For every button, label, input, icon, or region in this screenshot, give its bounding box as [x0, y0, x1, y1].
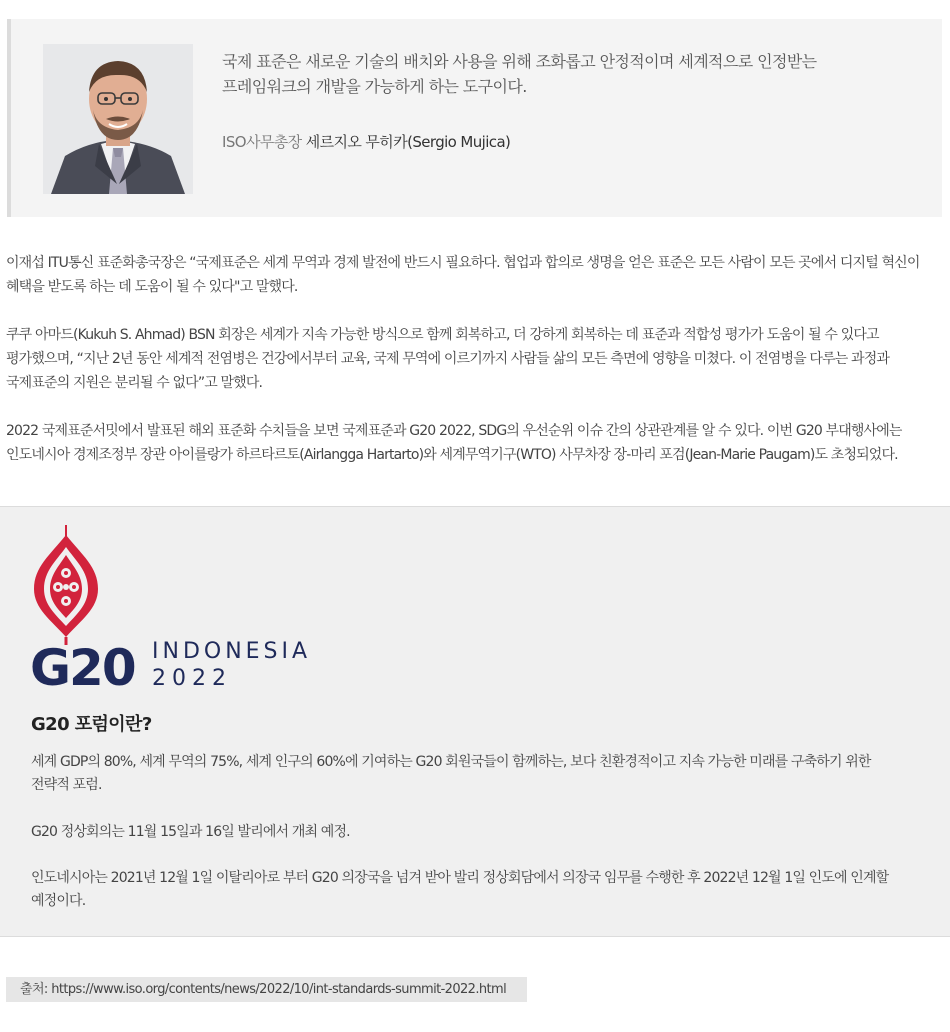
paragraph-line: 2022 국제표준서밋에서 발표된 해외 표준화 수치들을 보면 국제표준과 G20 2022, SDG의 우선순위 이슈 간의 상관관계를 알 수 있다. 이번 G20 부대행사에는	[6, 423, 902, 439]
paragraph-line: G20 정상회의는 11월 15일과 16일 발리에서 개최 예정.	[31, 824, 350, 840]
quote-text	[222, 49, 912, 99]
author-portrait-image	[43, 44, 193, 194]
quote-line: 국제 표준은 새로운 기술의 배치와 사용을 위해 조화롭고 안정적이며 세계적으로 인정받는	[222, 52, 817, 71]
g20-logo-image	[30, 525, 330, 691]
quote-line: 프레임워크의 개발을 가능하게 하는 도구이다.	[222, 77, 527, 96]
g20-ornament-icon	[34, 525, 98, 645]
g20-logo-main: G20	[30, 639, 135, 691]
paragraph-line: 인도네시아는 2021년 12월 1일 이탈리아로 부터 G20 의장국을 넘겨 받아 발리 정상회담에서 의장국 임무를 수행한 후 2022년 12월 1일 인도에 인계할	[31, 870, 889, 886]
g20-indonesia-logo	[30, 525, 330, 691]
source-label: 출처:	[20, 982, 48, 997]
paragraph	[6, 251, 946, 299]
g20-paragraph	[31, 751, 911, 797]
g20-paragraph	[31, 867, 911, 913]
source-link[interactable]: https://www.iso.org/contents/news/2022/10/int-standards-summit-2022.html	[51, 982, 507, 997]
g20-info-box	[0, 506, 950, 937]
paragraph-line: 국제표준의 지원은 분리될 수 없다”고 말했다.	[6, 375, 263, 391]
source-note	[6, 977, 527, 1002]
paragraph-line: 예정이다.	[31, 893, 86, 909]
g20-logo-year: 2022	[152, 666, 232, 691]
author-role: ISO사무총장	[222, 133, 302, 151]
g20-title: G20 포럼이란?	[31, 714, 152, 735]
paragraph-line: 이재섭 ITU통신 표준화총국장은 “국제표준은 세계 무역과 경제 발전에 반드시 필요하다. 협업과 합의로 생명을 얻은 표준은 모든 사람이 모든 곳에서 디지털 혁신이	[6, 255, 920, 271]
paragraph-line: 인도네시아 경제조정부 장관 아이를랑가 하르타르토(Airlangga Hartarto)와 세계무역기구(WTO) 사무차장 장-마리 포검(Jean-Marie Paugam)도 초청되었다.	[6, 447, 898, 463]
paragraph	[6, 323, 946, 395]
quote-author	[222, 131, 510, 152]
paragraph	[6, 419, 946, 467]
author-name: 세르지오 무히카(Sergio Mujica)	[305, 133, 511, 151]
paragraph-line: 세계 GDP의 80%, 세계 무역의 75%, 세계 인구의 60%에 기여하는 G20 회원국들이 함께하는, 보다 친환경적이고 지속 가능한 미래를 구축하기 위한	[31, 754, 871, 770]
author-portrait	[43, 44, 193, 194]
paragraph-line: 혜택을 받도록 하는 데 도움이 될 수 있다"고 말했다.	[6, 279, 298, 295]
paragraph-line: 전략적 포럼.	[31, 777, 102, 793]
g20-paragraph	[31, 821, 911, 844]
paragraph-line: 평가했으며, “지난 2년 동안 세계적 전염병은 건강에서부터 교육, 국제 무역에 이르기까지 사람들 삶의 모든 측면에 영향을 미쳤다. 이 전염병을 다루는 과정과	[6, 351, 890, 367]
paragraph-line: 쿠쿠 아마드(Kukuh S. Ahmad) BSN 회장은 세계가 지속 가능한 방식으로 함께 회복하고, 더 강하게 회복하는 데 표준과 적합성 평가가 도움이 될 수 있다고	[6, 327, 879, 343]
quote-box	[7, 19, 942, 217]
g20-logo-country: INDONESIA	[152, 639, 312, 664]
